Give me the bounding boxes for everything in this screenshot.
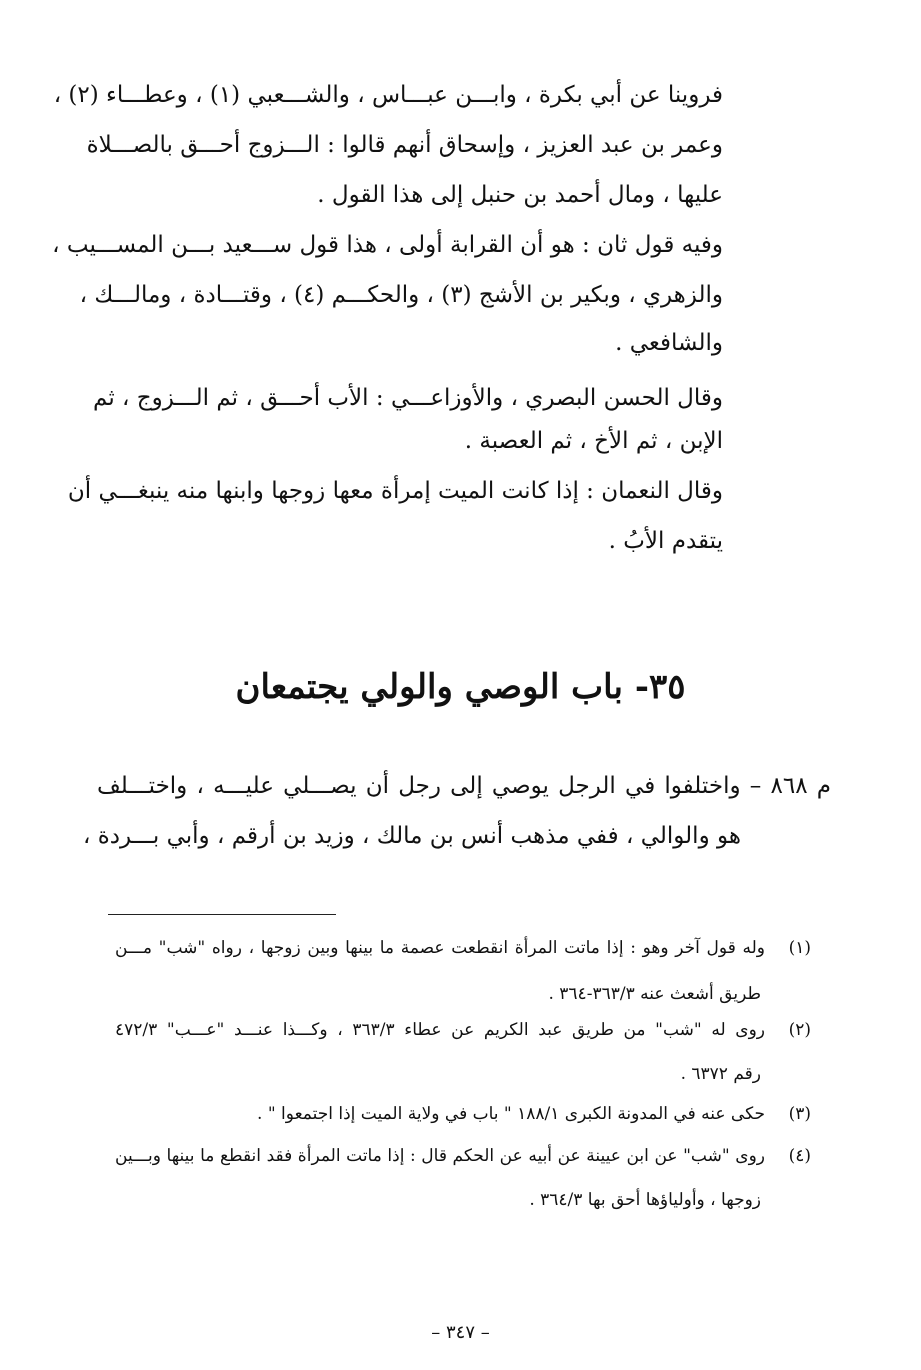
section-heading: ٣٥- باب الوصي والولي يجتمعان <box>235 667 686 707</box>
body-line: فروينا عن أبي بكرة ، وابـــن عبـــاس ، والشـــعبي (١) ، وعطـــاء (٢) ، <box>53 82 723 108</box>
body-line: والشافعي . <box>615 330 723 356</box>
footnote-number: (٢) <box>788 1020 811 1040</box>
body-line: الإبن ، ثم الأخ ، ثم العصبة . <box>464 428 723 454</box>
footnote-1 <box>111 930 811 966</box>
footnote-number: (٣) <box>788 1104 811 1124</box>
body-line: عليها ، ومال أحمد بن حنبل إلى هذا القول . <box>317 182 723 208</box>
page-number: – ٣٤٧ – <box>431 1322 490 1343</box>
footnote-2 <box>111 1012 811 1048</box>
footnote-4 <box>111 1138 811 1174</box>
body-line: يتقدم الأبُ . <box>608 528 723 554</box>
footnote-2-continued: رقم ٦٣٧٢ . <box>680 1064 761 1084</box>
footnote-text: روى له "شب" من طريق عبد الكريم عن عطاء ٣٦٣/٣ ، وكـــذا عنـــد "عـــب" ٤٧٢/٣ <box>115 1020 766 1040</box>
footnote-separator <box>108 914 336 915</box>
body-line: والزهري ، وبكير بن الأشج (٣) ، والحكـــم (٤) ، وقتـــادة ، ومالـــك ، <box>79 282 723 308</box>
footnote-number: (١) <box>788 938 811 958</box>
body-line: وقال الحسن البصري ، والأوزاعـــي : الأب أحـــق ، ثم الـــزوج ، ثم <box>93 385 723 411</box>
body-line: وقال النعمان : إذا كانت الميت إمرأة معها زوجها وابنها منه ينبغـــي أن <box>67 478 723 504</box>
footnote-text: وله قول آخر وهو : إذا ماتت المرأة انقطعت عصمة ما بينها وبين زوجها ، رواه "شب" مـــن <box>115 938 765 958</box>
footnote-3 <box>111 1096 811 1132</box>
body-line: وعمر بن عبد العزيز ، وإسحاق أنهم قالوا : الـــزوج أحـــق بالصـــلاة <box>86 132 723 158</box>
section-line: هو والوالي ، ففي مذهب أنس بن مالك ، وزيد بن أرقم ، وأبي بـــردة ، <box>82 823 741 849</box>
footnote-1-continued: طريق أشعث عنه ٣٦٣/٣-٣٦٤ . <box>548 984 761 1004</box>
footnote-text: حكى عنه في المدونة الكبرى ١٨٨/١ " باب في ولاية الميت إذا اجتمعوا " . <box>257 1104 765 1124</box>
body-line: وفيه قول ثان : هو أن القرابة أولى ، هذا قول ســـعيد بـــن المســـيب ، <box>52 232 723 258</box>
section-line: م ٨٦٨ – واختلفوا في الرجل يوصي إلى رجل أن يصـــلي عليـــه ، واختـــلف <box>97 773 831 799</box>
footnote-4-continued: زوجها ، وأولياؤها أحق بها ٣٦٤/٣ . <box>529 1190 761 1210</box>
footnote-number: (٤) <box>788 1146 811 1166</box>
footnote-text: روى "شب" عن ابن عيينة عن أبيه عن الحكم قال : إذا ماتت المرأة فقد انقطع ما بينها وبـــين <box>115 1146 765 1166</box>
